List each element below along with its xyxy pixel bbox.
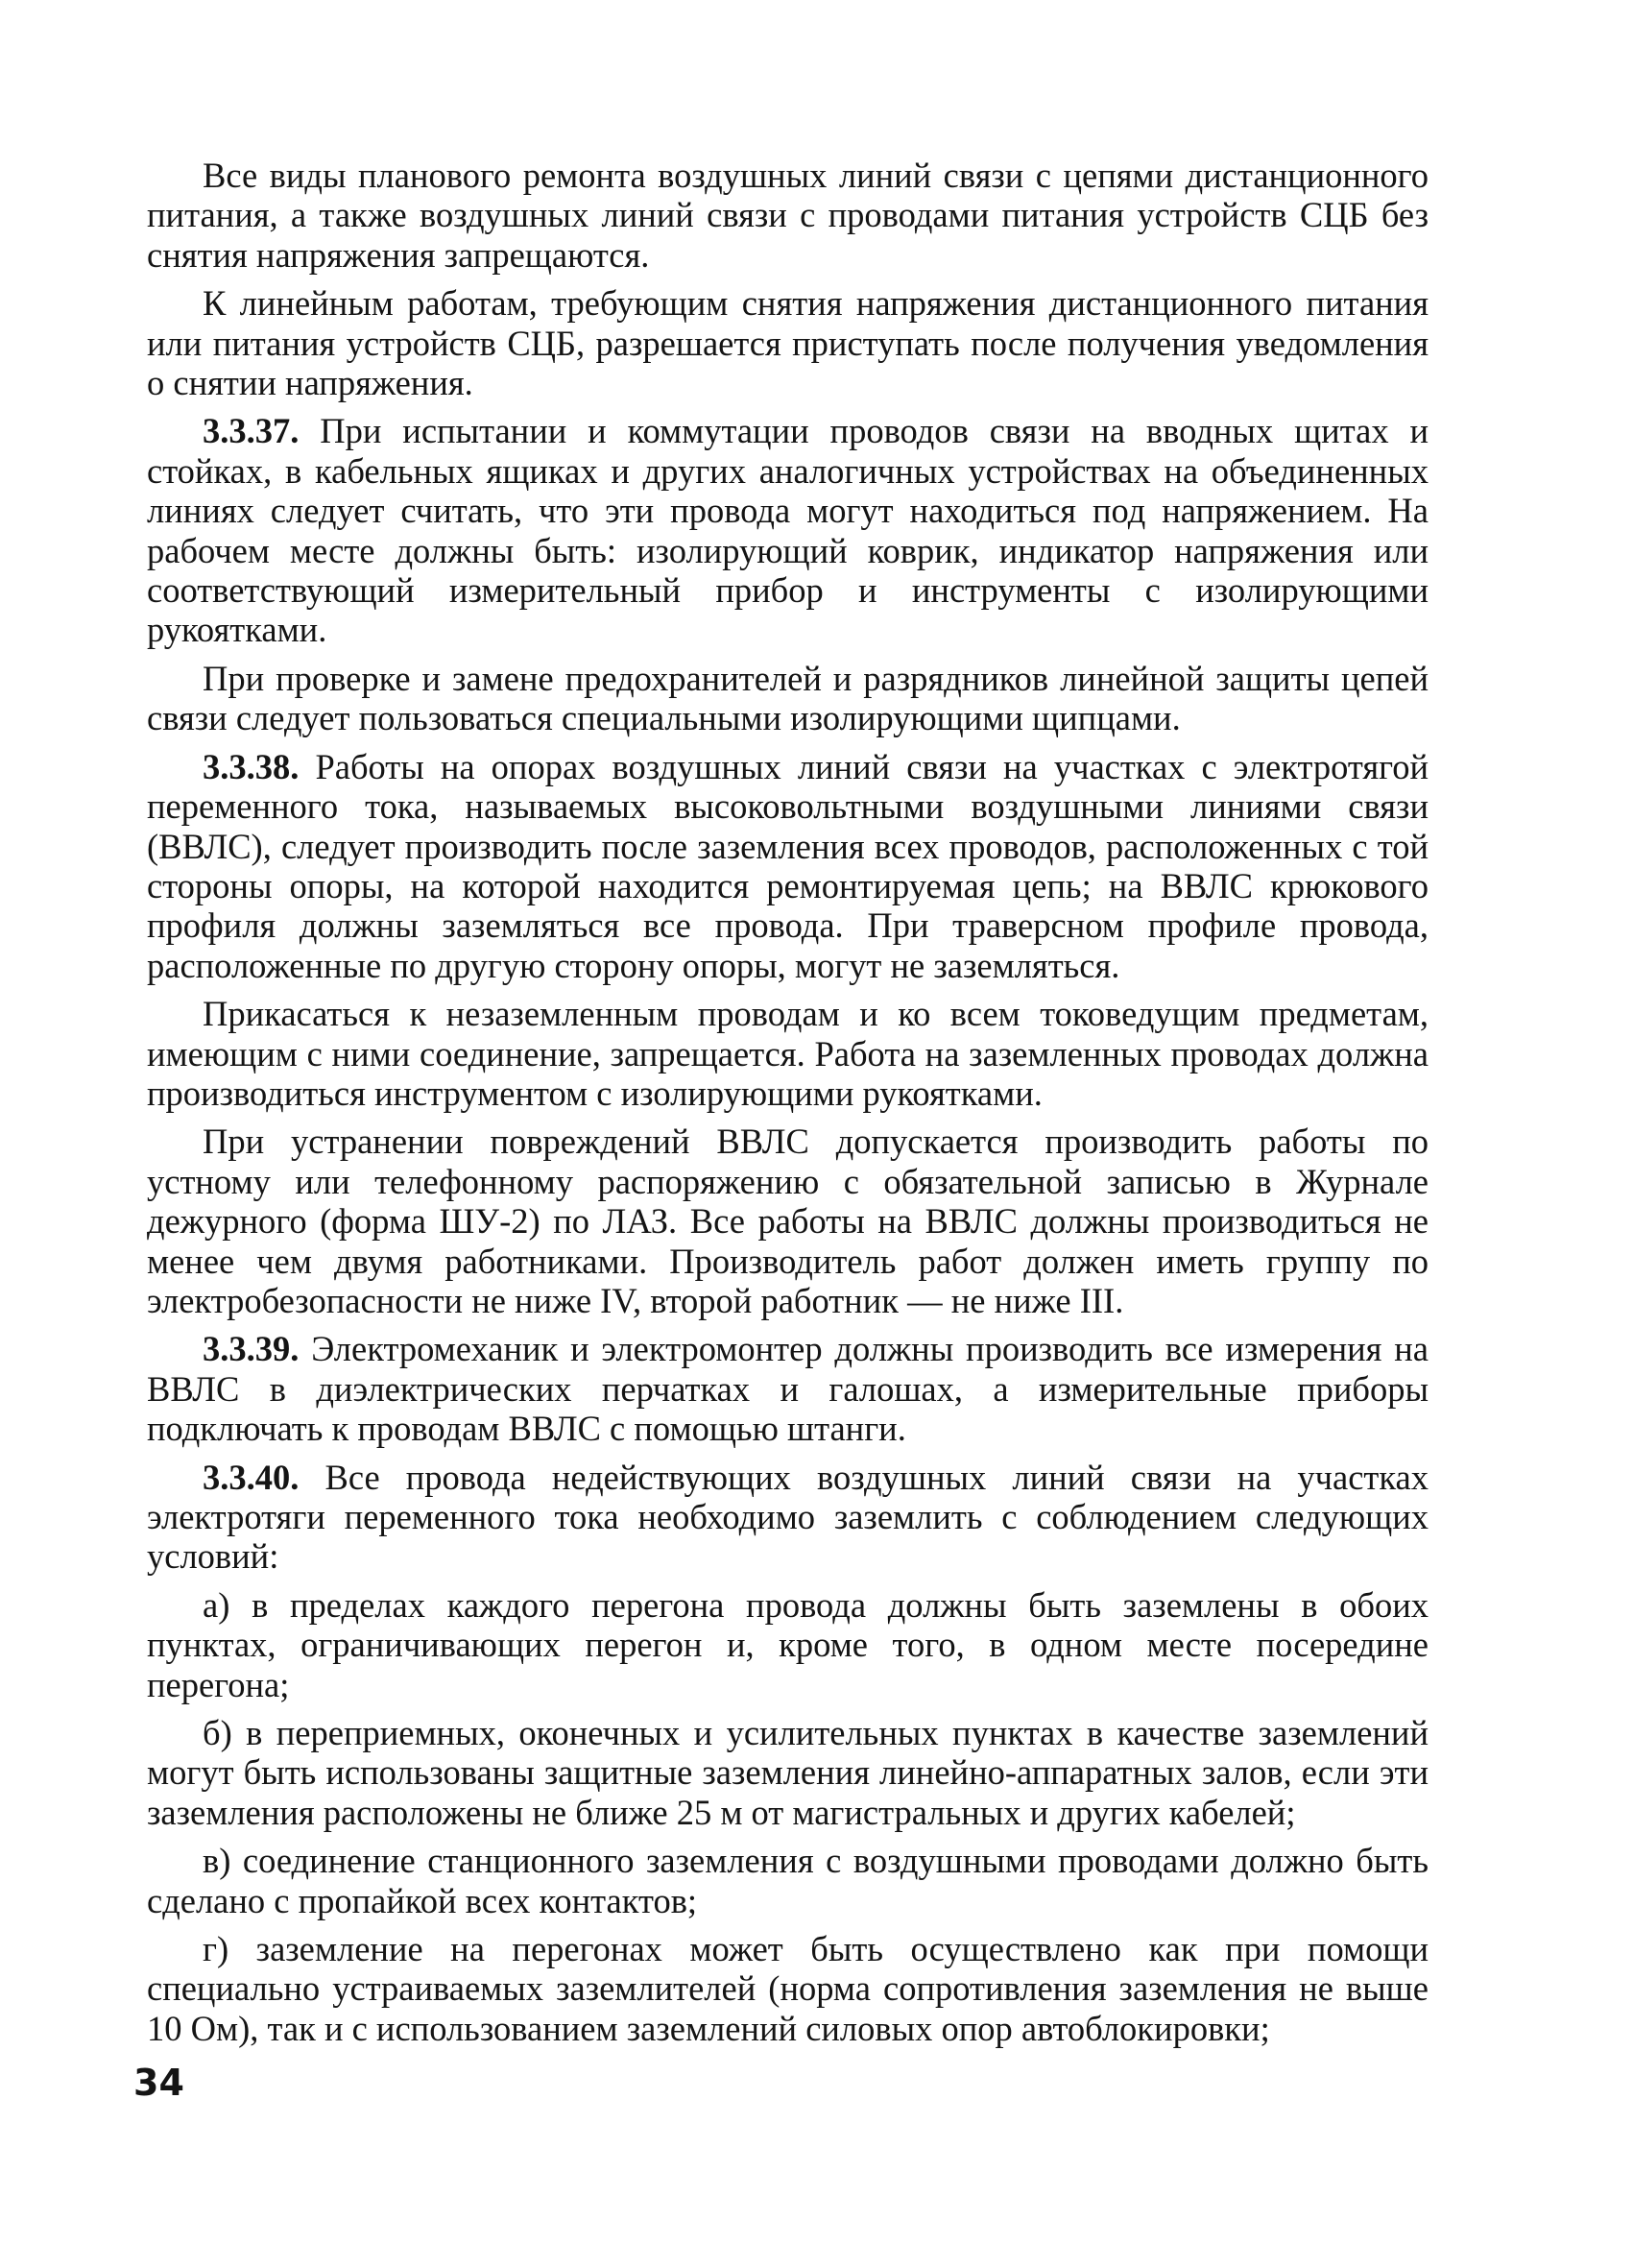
paragraph — [147, 659, 1429, 738]
paragraph-text: При испытании и коммутации проводов связи на вводных щитах и стойках, в кабельных ящиках и других аналогичных устройствах на объединенных линиях следует считать, что эти провода могут находиться под напряжением. На рабочем месте должны быть: изолирующий коврик, индикатор напряжения или соответствующий измерительный прибор и инструменты с изолирующими рукоятками. — [147, 411, 1429, 650]
paragraph-text: К линейным работам, требующим снятия напряжения дистанционного питания или питания устройств СЦБ, разрешается приступать после получения уведомления о снятии напряжения. — [147, 283, 1429, 403]
list-item-text: а) в пределах каждого перегона провода должны быть заземлены в обоих пунктах, ограничивающих перегон и, кроме того, в одном месте посередине перегона; — [147, 1584, 1429, 1704]
list-item-text: г) заземление на перегонах может быть осуществлено как при помощи специально устраиваемых заземлителей (норма сопротивления заземления не выше 10 Ом), так и с использованием заземлений силовых опор автоблокировки; — [147, 1929, 1429, 2048]
paragraph-text: Работы на опорах воздушных линий связи на участках с электротягой переменного тока, называемых высоковольтными воздушными линиями связи (ВВЛС), следует производить после заземления всех проводов, расположенных с той стороны опоры, на которой находится ремонтируемая цепь; на ВВЛС крюкового профиля должны заземляться все провода. При траверсном профиле провода, расположенные по другую сторону опоры, могут не заземляться. — [147, 746, 1429, 985]
page-number: 34 — [133, 2062, 184, 2104]
list-item — [147, 1713, 1429, 1832]
clause-number: 3.3.38. — [203, 746, 300, 786]
clause-number: 3.3.40. — [203, 1457, 300, 1497]
paragraph — [147, 156, 1429, 275]
list-item-text: б) в переприемных, оконечных и усилительных пунктах в качестве заземлений могут быть использованы защитные заземления линейно-аппаратных залов, если эти заземления расположены не ближе 25 м от магистральных и других кабелей; — [147, 1713, 1429, 1832]
paragraph — [147, 747, 1429, 985]
paragraph — [147, 994, 1429, 1113]
paragraph — [147, 1458, 1429, 1577]
paragraph — [147, 283, 1429, 402]
paragraph — [147, 411, 1429, 649]
clause-number: 3.3.39. — [203, 1329, 300, 1369]
paragraph-text: Все виды планового ремонта воздушных линий связи с цепями дистанционного питания, а также воздушных линий связи с проводами питания устройств СЦБ без снятия напряжения запрещаются. — [147, 156, 1429, 275]
list-item-text: в) соединение станционного заземления с воздушными проводами должно быть сделано с пропайкой всех контактов; — [147, 1841, 1429, 1920]
list-item — [147, 1841, 1429, 1920]
clause-number: 3.3.37. — [203, 411, 300, 451]
list-item — [147, 1929, 1429, 2048]
paragraph — [147, 1122, 1429, 1320]
list-item — [147, 1585, 1429, 1704]
paragraph-text: Электромеханик и электромонтер должны производить все измерения на ВВЛС в диэлектрических перчатках и галошах, а измерительные приборы подключать к проводам ВВЛС с помощью штанги. — [147, 1329, 1429, 1449]
document-body — [147, 156, 1429, 2048]
paragraph-text: Все провода недействующих воздушных линий связи на участках электротяги переменного тока необходимо заземлить с соблюдением следующих условий: — [147, 1457, 1429, 1577]
paragraph — [147, 1329, 1429, 1448]
paragraph-text: При проверке и замене предохранителей и разрядников линейной защиты цепей связи следует пользоваться специальными изолирующими щипцами. — [147, 658, 1429, 738]
paragraph-text: При устранении повреждений ВВЛС допускается производить работы по устному или телефонному распоряжению с обязательной записью в Журнале дежурного (форма ШУ-2) по ЛАЗ. Все работы на ВВЛС должны производиться не менее чем двумя работниками. Производитель работ должен иметь группу по электробезопасности не ниже IV, второй работник — не ниже III. — [147, 1122, 1429, 1320]
paragraph-text: Прикасаться к незаземленным проводам и ко всем токоведущим предметам, имеющим с ними соединение, запрещается. Работа на заземленных проводах должна производиться инструментом с изолирующими рукоятками. — [147, 994, 1429, 1113]
